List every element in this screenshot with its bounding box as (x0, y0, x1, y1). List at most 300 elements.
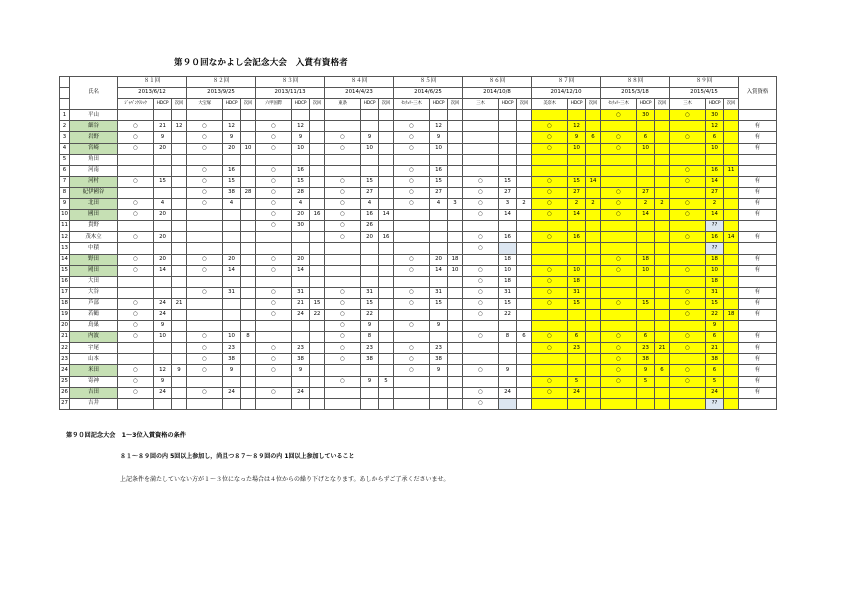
next-hdcp-value (586, 321, 601, 332)
attendance-mark: ○ (670, 287, 706, 298)
next-hdcp-value (586, 154, 601, 165)
hdcp-value: 14 (499, 210, 517, 221)
hdcp-value: 9 (568, 132, 586, 143)
attendance-mark (670, 243, 706, 254)
attendance-mark: ○ (532, 298, 568, 309)
hdcp-header: HDCP (154, 99, 172, 110)
next-hdcp-value (448, 187, 463, 198)
attendance-mark: ○ (670, 232, 706, 243)
hdcp-header: HDCP (223, 99, 241, 110)
attendance-mark (601, 387, 637, 398)
next-hdcp-value (241, 265, 256, 276)
next-hdcp-value (241, 354, 256, 365)
award-eligibility: 有 (739, 176, 777, 187)
next-hdcp-value (241, 276, 256, 287)
hdcp-value: 15 (223, 176, 241, 187)
row-number: 11 (60, 221, 70, 232)
next-hdcp-value (379, 154, 394, 165)
next-hdcp-value (379, 398, 394, 409)
round-date: 2015/4/15 (670, 88, 739, 99)
hdcp-value: 14 (430, 265, 448, 276)
attendance-mark: ○ (118, 232, 154, 243)
attendance-mark: ○ (256, 199, 292, 210)
round-date: 2014/12/10 (532, 88, 601, 99)
place-header: 次回 (448, 99, 463, 110)
next-hdcp-value (379, 332, 394, 343)
hdcp-value: 5 (568, 376, 586, 387)
next-hdcp-value (379, 221, 394, 232)
next-hdcp-value (655, 143, 670, 154)
next-hdcp-value (241, 376, 256, 387)
hdcp-value (430, 387, 448, 398)
attendance-mark: ○ (118, 309, 154, 320)
award-eligibility: 有 (739, 298, 777, 309)
hdcp-value (223, 243, 241, 254)
next-hdcp-value (724, 287, 739, 298)
hdcp-value: ?? (706, 398, 724, 409)
attendance-mark: ○ (532, 132, 568, 143)
hdcp-value: 14 (637, 210, 655, 221)
next-hdcp-value (724, 154, 739, 165)
attendance-mark: ○ (118, 376, 154, 387)
hdcp-value: 24 (154, 309, 172, 320)
next-hdcp-value (172, 254, 187, 265)
attendance-mark (601, 154, 637, 165)
hdcp-value (568, 365, 586, 376)
hdcp-value (223, 110, 241, 121)
next-hdcp-value (448, 276, 463, 287)
row-number-header (60, 88, 70, 99)
next-hdcp-value (172, 187, 187, 198)
table-row (60, 132, 777, 143)
next-hdcp-value (655, 243, 670, 254)
next-hdcp-value (724, 343, 739, 354)
next-hdcp-value (517, 132, 532, 143)
attendance-mark (463, 321, 499, 332)
attendance-mark: ○ (670, 376, 706, 387)
hdcp-value: 23 (292, 343, 310, 354)
table-row (60, 354, 777, 365)
next-hdcp-value (379, 354, 394, 365)
next-hdcp-value (517, 387, 532, 398)
hdcp-value (637, 243, 655, 254)
attendance-mark: ○ (394, 287, 430, 298)
next-hdcp-value: 2 (517, 199, 532, 210)
hdcp-value (706, 154, 724, 165)
attendance-mark: ○ (670, 298, 706, 309)
hdcp-value: 12 (430, 121, 448, 132)
next-hdcp-value (724, 210, 739, 221)
hdcp-value (154, 187, 172, 198)
attendance-mark: ○ (187, 143, 223, 154)
next-hdcp-value (310, 332, 325, 343)
hdcp-value (499, 321, 517, 332)
next-hdcp-value (655, 165, 670, 176)
next-hdcp-value (655, 376, 670, 387)
attendance-mark: ○ (325, 376, 361, 387)
hdcp-value (154, 354, 172, 365)
attendance-mark (256, 398, 292, 409)
hdcp-value (223, 221, 241, 232)
next-hdcp-value (655, 276, 670, 287)
next-hdcp-value (172, 343, 187, 354)
hdcp-value: 16 (499, 232, 517, 243)
attendance-mark (256, 376, 292, 387)
attendance-mark (187, 298, 223, 309)
attendance-mark: ○ (256, 387, 292, 398)
row-number: 27 (60, 398, 70, 409)
hdcp-value (637, 276, 655, 287)
next-hdcp-value (517, 265, 532, 276)
place-header: 次回 (379, 99, 394, 110)
attendance-mark: ○ (601, 187, 637, 198)
next-hdcp-value (379, 265, 394, 276)
table-row (60, 221, 777, 232)
hdcp-value (637, 309, 655, 320)
hdcp-value: 38 (361, 354, 379, 365)
attendance-mark (187, 398, 223, 409)
row-number: 1 (60, 110, 70, 121)
next-hdcp-value (448, 376, 463, 387)
hdcp-value: 8 (499, 332, 517, 343)
award-eligibility (739, 398, 777, 409)
next-hdcp-value (586, 121, 601, 132)
next-hdcp-value (448, 110, 463, 121)
next-hdcp-value (586, 232, 601, 243)
attendance-mark (118, 165, 154, 176)
hdcp-value (223, 398, 241, 409)
attendance-mark: ○ (187, 254, 223, 265)
next-hdcp-value (310, 321, 325, 332)
attendance-mark (670, 221, 706, 232)
place-header: 次回 (310, 99, 325, 110)
attendance-mark (118, 343, 154, 354)
award-eligibility: 有 (739, 199, 777, 210)
attendance-mark (325, 154, 361, 165)
row-number: 18 (60, 298, 70, 309)
attendance-mark: ○ (325, 143, 361, 154)
round-label: ８６回 (463, 77, 532, 88)
next-hdcp-value (448, 121, 463, 132)
hdcp-value: 6 (568, 332, 586, 343)
hdcp-value: 24 (154, 298, 172, 309)
next-hdcp-value (586, 365, 601, 376)
hdcp-value: 20 (292, 210, 310, 221)
next-hdcp-value: 22 (310, 309, 325, 320)
next-hdcp-value: 5 (379, 376, 394, 387)
attendance-mark: ○ (670, 199, 706, 210)
row-number: 13 (60, 243, 70, 254)
player-name: 寄神 (70, 376, 118, 387)
next-hdcp-value (172, 165, 187, 176)
row-number: 5 (60, 154, 70, 165)
next-hdcp-value (172, 243, 187, 254)
attendance-mark (394, 398, 430, 409)
table-row (60, 232, 777, 243)
hdcp-value: 18 (499, 276, 517, 287)
next-hdcp-value (655, 232, 670, 243)
hdcp-value: 9 (430, 321, 448, 332)
hdcp-value: 38 (223, 187, 241, 198)
next-hdcp-value (310, 110, 325, 121)
hdcp-value (430, 276, 448, 287)
next-hdcp-value (517, 276, 532, 287)
attendance-mark: ○ (601, 265, 637, 276)
attendance-mark: ○ (187, 176, 223, 187)
attendance-mark (187, 376, 223, 387)
next-hdcp-value (448, 221, 463, 232)
table-row (60, 265, 777, 276)
hdcp-value: 4 (292, 199, 310, 210)
next-hdcp-value (586, 276, 601, 287)
attendance-mark: ○ (670, 176, 706, 187)
table-row (60, 287, 777, 298)
player-name: 茂木立 (70, 232, 118, 243)
table-row (60, 243, 777, 254)
next-hdcp-value (517, 309, 532, 320)
attendance-mark (187, 110, 223, 121)
next-hdcp-value: 14 (379, 210, 394, 221)
next-hdcp-value (172, 321, 187, 332)
next-hdcp-value (310, 276, 325, 287)
next-hdcp-value (517, 110, 532, 121)
hdcp-value: 16 (292, 165, 310, 176)
next-hdcp-value: 18 (448, 254, 463, 265)
hdcp-value: 6 (706, 132, 724, 143)
attendance-mark: ○ (601, 298, 637, 309)
attendance-mark: ○ (394, 199, 430, 210)
hdcp-value: 15 (154, 176, 172, 187)
player-name: 細谷 (70, 121, 118, 132)
attendance-mark: ○ (118, 176, 154, 187)
attendance-mark: ○ (601, 354, 637, 365)
hdcp-value: 20 (223, 143, 241, 154)
place-header: 次回 (241, 99, 256, 110)
next-hdcp-value (379, 298, 394, 309)
next-hdcp-value (517, 243, 532, 254)
next-hdcp-value (310, 376, 325, 387)
hdcp-value: 3 (499, 199, 517, 210)
attendance-mark: ○ (532, 143, 568, 154)
attendance-mark: ○ (325, 287, 361, 298)
next-hdcp-value (379, 387, 394, 398)
table-row (60, 187, 777, 198)
hdcp-value (637, 221, 655, 232)
award-eligibility: 有 (739, 210, 777, 221)
table-row (60, 210, 777, 221)
next-hdcp-value (724, 143, 739, 154)
next-hdcp-value (586, 298, 601, 309)
hdcp-value (223, 321, 241, 332)
award-eligibility: 有 (739, 343, 777, 354)
row-number: 7 (60, 176, 70, 187)
hdcp-value: 6 (637, 132, 655, 143)
award-eligibility: 有 (739, 232, 777, 243)
attendance-mark: ○ (118, 254, 154, 265)
attendance-mark: ○ (187, 354, 223, 365)
hdcp-value: 9 (361, 376, 379, 387)
next-hdcp-value (517, 343, 532, 354)
next-hdcp-value (172, 309, 187, 320)
next-hdcp-value: 14 (724, 232, 739, 243)
next-hdcp-value (655, 121, 670, 132)
hdcp-value: 14 (706, 210, 724, 221)
row-number: 9 (60, 199, 70, 210)
next-hdcp-value (655, 210, 670, 221)
next-hdcp-value (379, 287, 394, 298)
attendance-mark (601, 276, 637, 287)
next-hdcp-value (448, 210, 463, 221)
hdcp-value: 27 (361, 187, 379, 198)
player-name: 芦部 (70, 298, 118, 309)
round-date: 2013/11/13 (256, 88, 325, 99)
attendance-mark (256, 243, 292, 254)
attendance-mark: ○ (670, 343, 706, 354)
next-hdcp-value (586, 332, 601, 343)
hdcp-value: 15 (706, 298, 724, 309)
attendance-mark (670, 354, 706, 365)
award-eligibility: 有 (739, 332, 777, 343)
next-hdcp-value (172, 265, 187, 276)
next-hdcp-value (517, 354, 532, 365)
round-venue: ｼﾞｬﾊﾟﾝｸﾗｼｯｸ (118, 99, 154, 110)
attendance-mark: ○ (532, 121, 568, 132)
hdcp-value: 27 (499, 187, 517, 198)
attendance-mark (325, 365, 361, 376)
attendance-mark: ○ (325, 343, 361, 354)
table-row (60, 199, 777, 210)
hdcp-value (430, 210, 448, 221)
next-hdcp-value: 9 (172, 365, 187, 376)
next-hdcp-value (172, 176, 187, 187)
next-hdcp-value (448, 365, 463, 376)
attendance-mark: ○ (256, 254, 292, 265)
attendance-mark: ○ (670, 332, 706, 343)
next-hdcp-value (172, 154, 187, 165)
attendance-mark: ○ (118, 387, 154, 398)
next-hdcp-value (310, 343, 325, 354)
next-hdcp-value (241, 199, 256, 210)
hdcp-value: 9 (292, 132, 310, 143)
player-name: 北田 (70, 199, 118, 210)
next-hdcp-value (379, 365, 394, 376)
hdcp-value (361, 398, 379, 409)
hdcp-value (499, 165, 517, 176)
next-hdcp-value (655, 309, 670, 320)
table-row (60, 321, 777, 332)
attendance-mark: ○ (532, 210, 568, 221)
hdcp-value: 22 (499, 309, 517, 320)
hdcp-value (154, 287, 172, 298)
hdcp-value (361, 254, 379, 265)
next-hdcp-value (724, 121, 739, 132)
attendance-mark: ○ (394, 265, 430, 276)
hdcp-value: 8 (361, 332, 379, 343)
row-number: 3 (60, 132, 70, 143)
row-number-header (60, 99, 70, 110)
next-hdcp-value (448, 143, 463, 154)
attendance-mark (532, 309, 568, 320)
hdcp-value: 15 (430, 298, 448, 309)
next-hdcp-value (448, 354, 463, 365)
next-hdcp-value (724, 221, 739, 232)
attendance-mark (601, 165, 637, 176)
hdcp-value: 12 (706, 121, 724, 132)
next-hdcp-value (724, 243, 739, 254)
player-name: 岩野 (70, 132, 118, 143)
attendance-mark: ○ (325, 321, 361, 332)
hdcp-value (499, 110, 517, 121)
hdcp-value (430, 376, 448, 387)
attendance-mark: ○ (601, 365, 637, 376)
hdcp-value: 20 (154, 254, 172, 265)
attendance-mark: ○ (187, 132, 223, 143)
hdcp-value: 2 (706, 199, 724, 210)
next-hdcp-value (586, 387, 601, 398)
attendance-mark (118, 221, 154, 232)
hdcp-value: 15 (568, 298, 586, 309)
next-hdcp-value (310, 143, 325, 154)
header-sub-row (60, 99, 777, 110)
next-hdcp-value (379, 309, 394, 320)
next-hdcp-value (586, 265, 601, 276)
round-date: 2015/3/18 (601, 88, 670, 99)
hdcp-value (292, 110, 310, 121)
hdcp-value: 18 (706, 254, 724, 265)
attendance-mark: ○ (463, 210, 499, 221)
round-date: 2013/6/12 (118, 88, 187, 99)
attendance-mark: ○ (532, 343, 568, 354)
row-number: 6 (60, 165, 70, 176)
hdcp-value: 20 (223, 254, 241, 265)
attendance-mark (463, 254, 499, 265)
hdcp-value: 24 (223, 387, 241, 398)
attendance-mark: ○ (187, 365, 223, 376)
award-eligibility: 有 (739, 265, 777, 276)
next-hdcp-value: 21 (172, 298, 187, 309)
next-hdcp-value (724, 354, 739, 365)
attendance-mark: ○ (118, 121, 154, 132)
hdcp-value (637, 154, 655, 165)
hdcp-value: 16 (361, 210, 379, 221)
hdcp-value: 12 (292, 121, 310, 132)
row-number: 20 (60, 321, 70, 332)
award-eligibility: 有 (739, 287, 777, 298)
hdcp-value (430, 110, 448, 121)
attendance-mark: ○ (256, 143, 292, 154)
attendance-mark: ○ (256, 132, 292, 143)
hdcp-value: 38 (430, 354, 448, 365)
hdcp-value (154, 110, 172, 121)
attendance-mark (463, 354, 499, 365)
attendance-mark: ○ (187, 121, 223, 132)
next-hdcp-value (448, 232, 463, 243)
attendance-mark: ○ (118, 143, 154, 154)
hdcp-value (154, 276, 172, 287)
row-number: 24 (60, 365, 70, 376)
hdcp-value (499, 343, 517, 354)
attendance-mark: ○ (532, 232, 568, 243)
attendance-mark (394, 376, 430, 387)
hdcp-value: 18 (568, 276, 586, 287)
hdcp-value: 31 (292, 287, 310, 298)
attendance-mark (463, 132, 499, 143)
hdcp-value: 9 (223, 132, 241, 143)
next-hdcp-value (172, 354, 187, 365)
hdcp-value: 16 (430, 165, 448, 176)
attendance-mark: ○ (670, 165, 706, 176)
next-hdcp-value (586, 110, 601, 121)
